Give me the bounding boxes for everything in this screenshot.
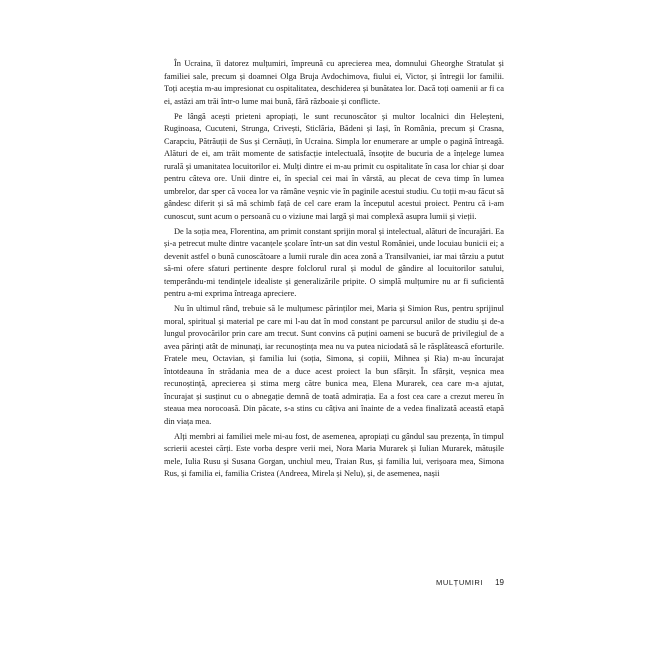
paragraph-wife-florentina: De la soția mea, Florentina, am primit constant sprijin moral și intelectual, alături de încurajări. Ea și-a petrecut multe dintre vacanțele școlare într-un sat din vestul României, unde locuiau bunicii ei; a devenit astfel o bună cunoscătoare a lumii rurale din acea zonă a Transilvaniei, iar mai târziu a putut să-mi ofere sfaturi pertinente despre folclorul rural și modul de gândire al locuitorilor satului, temperându-mi tendințele idealiste și generalizările pripite. O simplă mulțumire nu ar fi suficientă pentru a-mi exprima întreaga apreciere. <box>164 226 505 299</box>
paragraph-local-friends: Pe lângă acești prieteni apropiați, le sunt recunoscător și multor localnici din Heleșteni, Ruginoasa, Cucuteni, Strunga, Crivești, Sticlăria, Bădeni și Iași, în România, precum și Crasna, Carapciu, Pătrăuții de Sus și Cernăuți, în Ucraina. Simpla lor enumerare ar umple o pagină întreagă. Alături de ei, am trăit momente de satisfacție intelectuală, însoțite de bucuria de a înțelege lumea rurală și umanitatea locuitorilor ei. Mulți dintre ei m-au primit cu ospitalitate în casa lor chiar și doar pentru câteva ore. Unii dintre ei, în special cei mai în vârstă, au plecat de ceva timp în lumea umbrelor, dar sper că vocea lor va rămâne veșnic vie în paginile acestui studiu. Cu toții m-au făcut să gândesc diferit și să mă schimb față de cel care eram la începutul acestui proiect. Pentru că i-am cunoscut, sunt acum o persoană cu o viziune mai largă și mai complexă asupra lumii și vieții. <box>164 111 504 221</box>
paragraph-ukraine-thanks: În Ucraina, îi datorez mulțumiri, împreună cu aprecierea mea, domnului Gheorghe Stratulat și familiei sale, precum și doamnei Olga Bruja Avdochimova, fiului ei, Victor, și întregii lor familii. Toți aceștia m-au impresionat cu ospitalitatea, deschiderea și bunătatea lor. Dacă toți oamenii ar fi ca ei, astăzi am trăi într-o lume mai bună, fără războaie și conflicte. <box>164 59 504 106</box>
paragraph-parents: Nu în ultimul rând, trebuie să le mulțumesc părinților mei, Maria și Simion Rus, pentru sprijinul moral, spiritual și material pe care mi l-au dat în mod constant pe parcursul anilor de studiu și de-a lungul provocărilor prin care am trecut. Sunt convins că puțini oameni se bucură de privilegiul de a avea părinți atât de minunați, iar recunoștința mea nu va putea niciodată să le răsplătească eforturile. Fratele meu, Octavian, și familia lui (soția, Simona, și copiii, Mihnea și Ria) m-au încurajat întotdeauna în strădania mea de a duce acest proiect la bun sfârșit. În sfârșit, veșnica mea recunoștință, aprecierea și stima merg către bunica mea, Elena Murarek, cea care m-a ajutat, încurajat și susținut cu o abnegație demnă de toată admirația. Ea a fost cea care a crezut mereu în steaua mea norocoasă. Din păcate, s-a stins cu câțiva ani înainte de a vedea finalizată această etapă din viața mea. <box>164 304 504 426</box>
paragraph-family-members: Alți membri ai familiei mele mi-au fost, de asemenea, apropiați cu gândul sau prezența, în timpul scrierii acestei cărți. Este vorba despre verii mei, Nora Maria Murarek și Iulian Murarek, mătușile mele, Iulia Rusu și Susana Gorgan, unchiul meu, Traian Rus, și familia lui, verișoara mea, Simona Rus, și familia ei, familia Cristea (Andreea, Mirela și Nelu), și, de asemenea, nașii <box>164 431 504 479</box>
page-footer <box>164 578 504 587</box>
body-text <box>164 58 504 481</box>
page-number: 19 <box>495 578 504 587</box>
running-head: MULȚUMIRI <box>436 578 484 587</box>
